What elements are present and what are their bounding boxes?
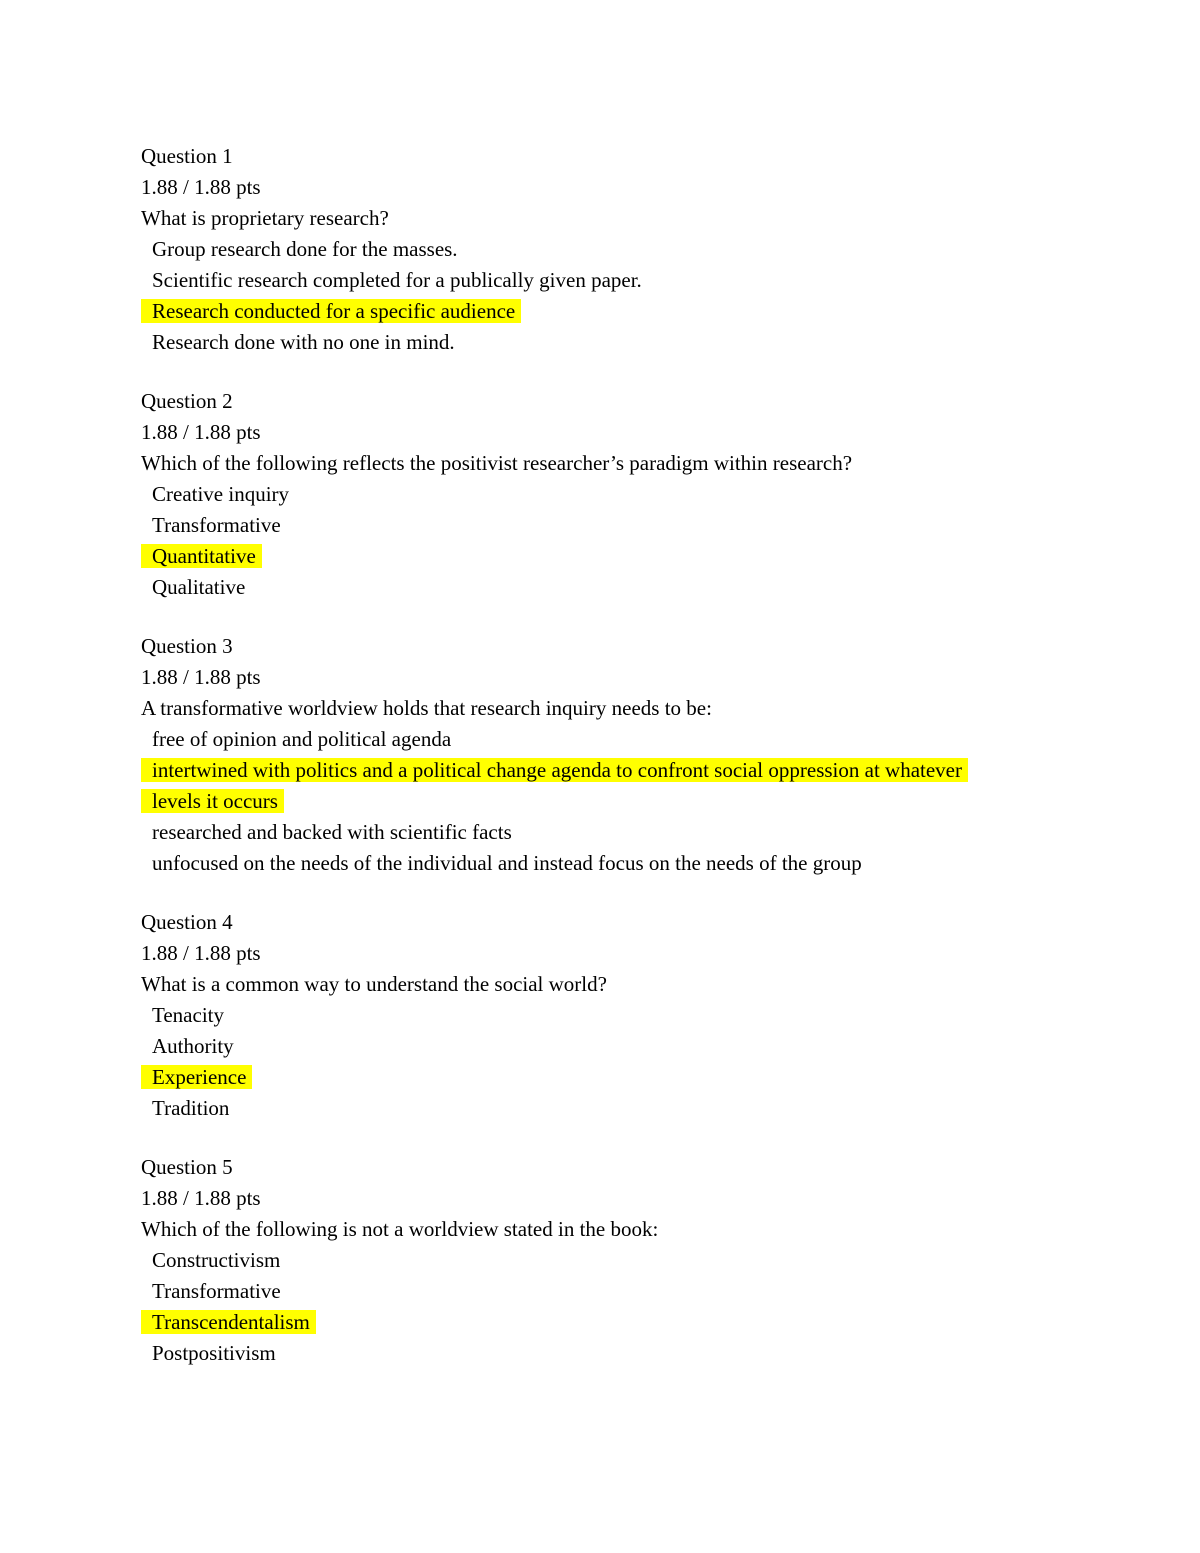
answer-option: Tenacity [152, 1003, 224, 1027]
question-prompt: Which of the following reflects the positivist researcher’s paradigm within research? [141, 451, 853, 475]
question-score: 1.88 / 1.88 pts [141, 175, 261, 199]
answer-option-selected: intertwined with politics and a political change agenda to confront social oppression at whatever levels it occurs [141, 755, 981, 817]
answer-option: Transformative [152, 513, 281, 537]
answer-option-selected: Research conducted for a specific audience [141, 296, 1041, 327]
question-title: Question 1 [141, 144, 233, 168]
answer-option: Research done with no one in mind. [152, 330, 455, 354]
question-block [141, 141, 1041, 358]
answer-option: Creative inquiry [152, 482, 290, 506]
question-title: Question 2 [141, 389, 233, 413]
answer-option: Authority [152, 1034, 234, 1058]
question-block [141, 1152, 1041, 1369]
answer-option-selected: Quantitative [141, 541, 1041, 572]
question-prompt: What is proprietary research? [141, 206, 389, 230]
question-title: Question 5 [141, 1155, 233, 1179]
answer-option: Transformative [152, 1279, 281, 1303]
answer-option: Qualitative [152, 575, 246, 599]
answer-option: Group research done for the masses. [152, 237, 458, 261]
question-prompt: A transformative worldview holds that research inquiry needs to be: [141, 696, 712, 720]
answer-option: Postpositivism [152, 1341, 276, 1365]
question-title: Question 4 [141, 910, 233, 934]
answer-option-selected: Experience [141, 1062, 1041, 1093]
answer-option: researched and backed with scientific facts [152, 820, 512, 844]
question-title: Question 3 [141, 634, 233, 658]
answer-option: Constructivism [152, 1248, 281, 1272]
answer-option: free of opinion and political agenda [152, 727, 452, 751]
question-score: 1.88 / 1.88 pts [141, 420, 261, 444]
question-block [141, 386, 1041, 603]
question-block [141, 907, 1041, 1124]
question-block [141, 631, 1041, 879]
answer-option: Tradition [152, 1096, 230, 1120]
question-prompt: Which of the following is not a worldview stated in the book: [141, 1217, 659, 1241]
question-score: 1.88 / 1.88 pts [141, 941, 261, 965]
question-score: 1.88 / 1.88 pts [141, 665, 261, 689]
answer-option: Scientific research completed for a publically given paper. [152, 268, 642, 292]
question-score: 1.88 / 1.88 pts [141, 1186, 261, 1210]
question-prompt: What is a common way to understand the social world? [141, 972, 607, 996]
answer-option: unfocused on the needs of the individual and instead focus on the needs of the group [152, 851, 862, 875]
quiz-document [141, 141, 1041, 1397]
answer-option-selected: Transcendentalism [141, 1307, 1041, 1338]
